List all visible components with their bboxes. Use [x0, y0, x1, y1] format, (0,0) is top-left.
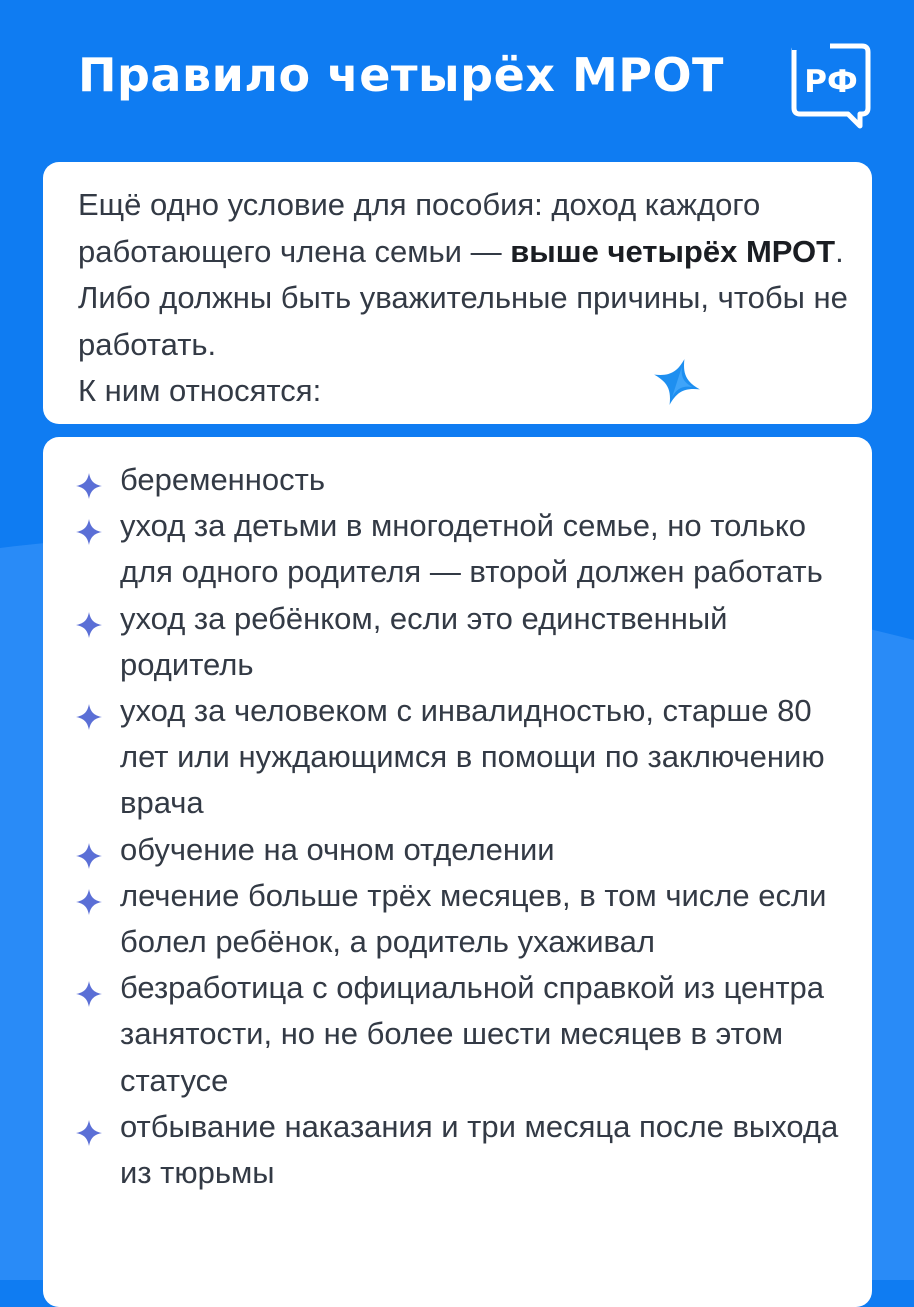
- rf-logo: [790, 42, 872, 130]
- list-item-text: уход за человеком с инвалидностью, старше 80 лет или нуждающимся в помощи по заключению врача: [120, 693, 825, 821]
- list-item: [43, 688, 860, 827]
- intro-last-line: К ним относятся:: [78, 373, 322, 408]
- list-item-text: отбывание наказания и три месяца после выхода из тюрьмы: [120, 1108, 839, 1191]
- list-item: [43, 827, 860, 873]
- page-title: Правило четырёх МРОТ: [78, 48, 724, 102]
- list-item: [43, 503, 860, 595]
- sparkle-bullet-icon: [75, 518, 103, 546]
- reasons-list: [43, 457, 860, 1196]
- sparkle-bullet-icon: [75, 611, 103, 639]
- list-item-text: беременность: [120, 462, 326, 497]
- sparkle-star-icon: [651, 356, 703, 408]
- sparkle-bullet-icon: [75, 703, 103, 731]
- intro-text-end: . Либо должны быть уважительные причины, чтобы не работать.: [78, 233, 848, 362]
- list-item: [43, 457, 860, 503]
- chat-bubble-icon: [790, 42, 872, 130]
- list-item-text: лечение больше трёх месяцев, в том числе если болел ребёнок, а родитель ухаживал: [120, 877, 827, 960]
- sparkle-bullet-icon: [75, 472, 103, 500]
- intro-bold-text: выше четырёх МРОТ: [510, 233, 836, 269]
- logo-text: РФ: [804, 64, 858, 100]
- sparkle-bullet-icon: [75, 842, 103, 870]
- sparkle-bullet-icon: [75, 888, 103, 916]
- list-item: [43, 1104, 860, 1196]
- intro-text-start: Ещё одно условие для пособия: доход каждого работающего члена семьи —: [78, 187, 761, 269]
- list-item: [43, 873, 860, 965]
- sparkle-bullet-icon: [75, 980, 103, 1008]
- list-item: [43, 596, 860, 688]
- list-item-text: безработица с официальной справкой из центра занятости, но не более шести месяцев в этом статусе: [120, 970, 825, 1098]
- intro-text: [78, 182, 868, 415]
- reasons-card: [43, 437, 872, 1307]
- list-item-text: обучение на очном отделении: [120, 831, 555, 867]
- sparkle-bullet-icon: [75, 1119, 103, 1147]
- list-item: [43, 965, 860, 1104]
- list-item-text: уход за ребёнком, если это единственный родитель: [120, 600, 728, 682]
- list-item-text: уход за детьми в многодетной семье, но только для одного родителя — второй должен работать: [120, 508, 823, 590]
- intro-card: [43, 162, 872, 424]
